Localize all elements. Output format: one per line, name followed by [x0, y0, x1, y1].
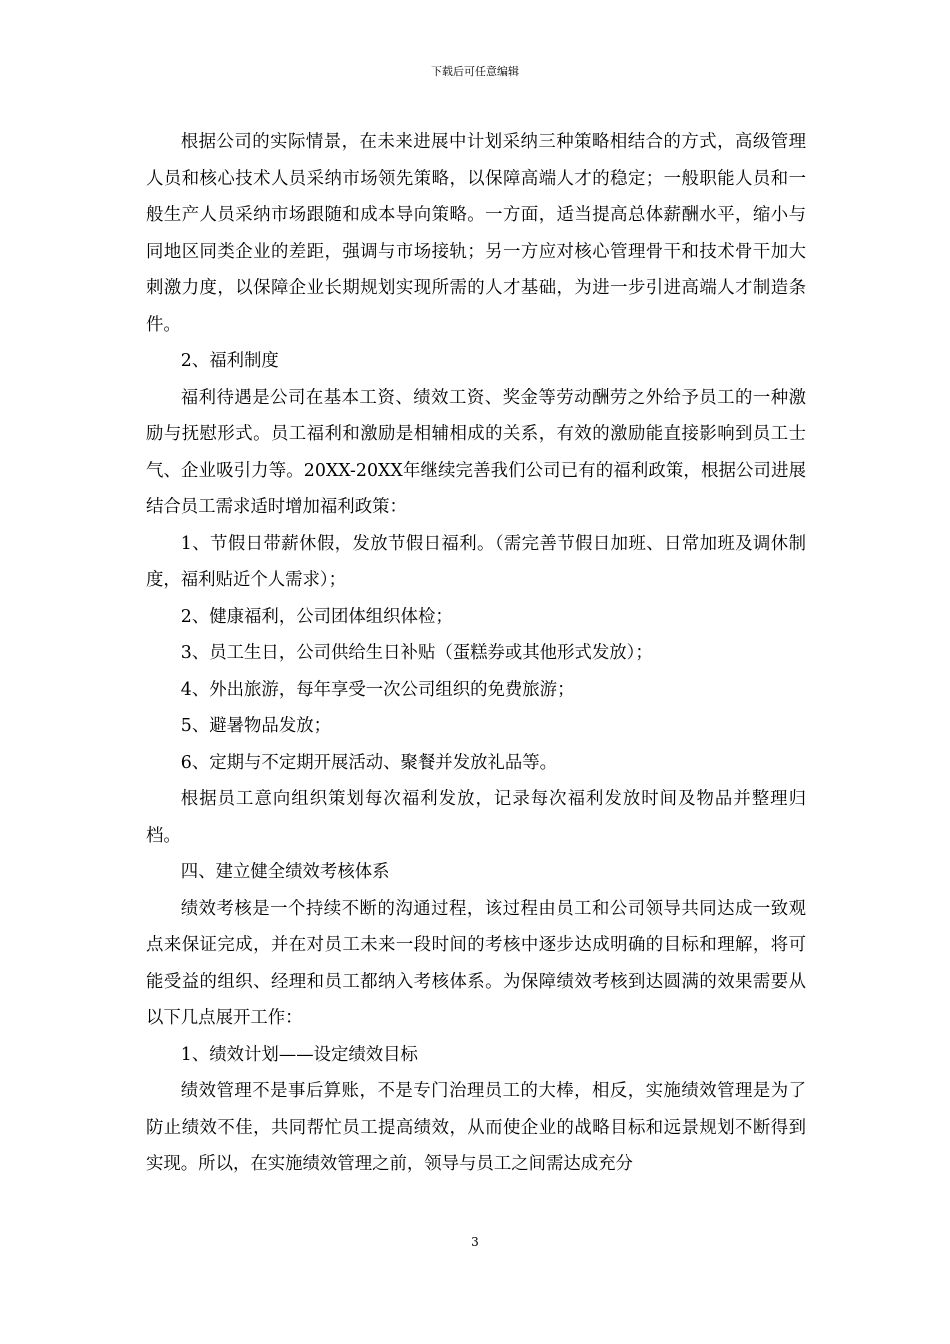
heading-performance-plan: 1、绩效计划——设定绩效目标 — [180, 1044, 418, 1065]
document-body — [146, 124, 806, 1183]
list-item-health-welfare: 2、健康福利，公司团体组织体检； — [180, 606, 453, 627]
paragraph-performance-intro: 绩效考核是一个持续不断的沟通过程，该过程由员工和公司领导共同达成一致观点来保证完成，并在对员工未来一段时间的考核中逐步达成明确的目标和理解，将可能受益的组织、经理和员工都纳入考核体系。为保障绩效考核到达圆满的效果需要从以下几点展开工作： — [146, 898, 806, 1028]
list-item-travel: 4、外出旅游，每年享受一次公司组织的免费旅游； — [180, 679, 575, 700]
list-item-holiday-leave: 1、节假日带薪休假，发放节假日福利。（需完善节假日加班、日常加班及调休制度，福利贴近个人需求）； — [146, 533, 806, 590]
list-item-activities: 6、定期与不定期开展活动、聚餐并发放礼品等。 — [180, 752, 558, 773]
paragraph-welfare-records: 根据员工意向组织策划每次福利发放，记录每次福利发放时间及物品并整理归档。 — [146, 789, 806, 846]
paragraph-salary-strategy: 根据公司的实际情景，在未来进展中计划采纳三种策略相结合的方式，高级管理人员和核心技术人员采纳市场领先策略，以保障高端人才的稳定；一般职能人员和一般生产人员采纳市场跟随和成本导向策略。一方面，适当提高总体薪酬水平，缩小与同地区同类企业的差距，强调与市场接轨；另一方应对核心管理骨干和技术骨干加大刺激力度，以保障企业长期规划实现所需的人才基础，为进一步引进高端人才制造条件。 — [146, 132, 806, 335]
heading-welfare-system: 2、福利制度 — [180, 351, 279, 371]
heading-performance-system: 四、建立健全绩效考核体系 — [180, 862, 390, 882]
paragraph-performance-management: 绩效管理不是事后算账，不是专门治理员工的大棒，相反，实施绩效管理是为了防止绩效不佳，共同帮忙员工提高绩效，从而使企业的战略目标和远景规划不断得到实现。所以，在实施绩效管理之前，领导与员工之间需达成充分 — [146, 1081, 806, 1174]
list-item-birthday-subsidy: 3、员工生日，公司供给生日补贴（蛋糕券或其他形式发放）； — [180, 643, 653, 663]
list-item-summer-supplies: 5、避暑物品发放； — [180, 716, 331, 736]
page-header: 下载后可任意编辑 — [431, 65, 519, 78]
page-number: 3 — [471, 1235, 479, 1249]
paragraph-welfare-intro: 福利待遇是公司在基本工资、绩效工资、奖金等劳动酬劳之外给予员工的一种激励与抚慰形式。员工福利和激励是相辅相成的关系，有效的激励能直接影响到员工士气、企业吸引力等。20XX-20XX年继续完善我们公司已有的福利政策，根据公司进展结合员工需求适时增加福利政策： — [146, 387, 806, 517]
